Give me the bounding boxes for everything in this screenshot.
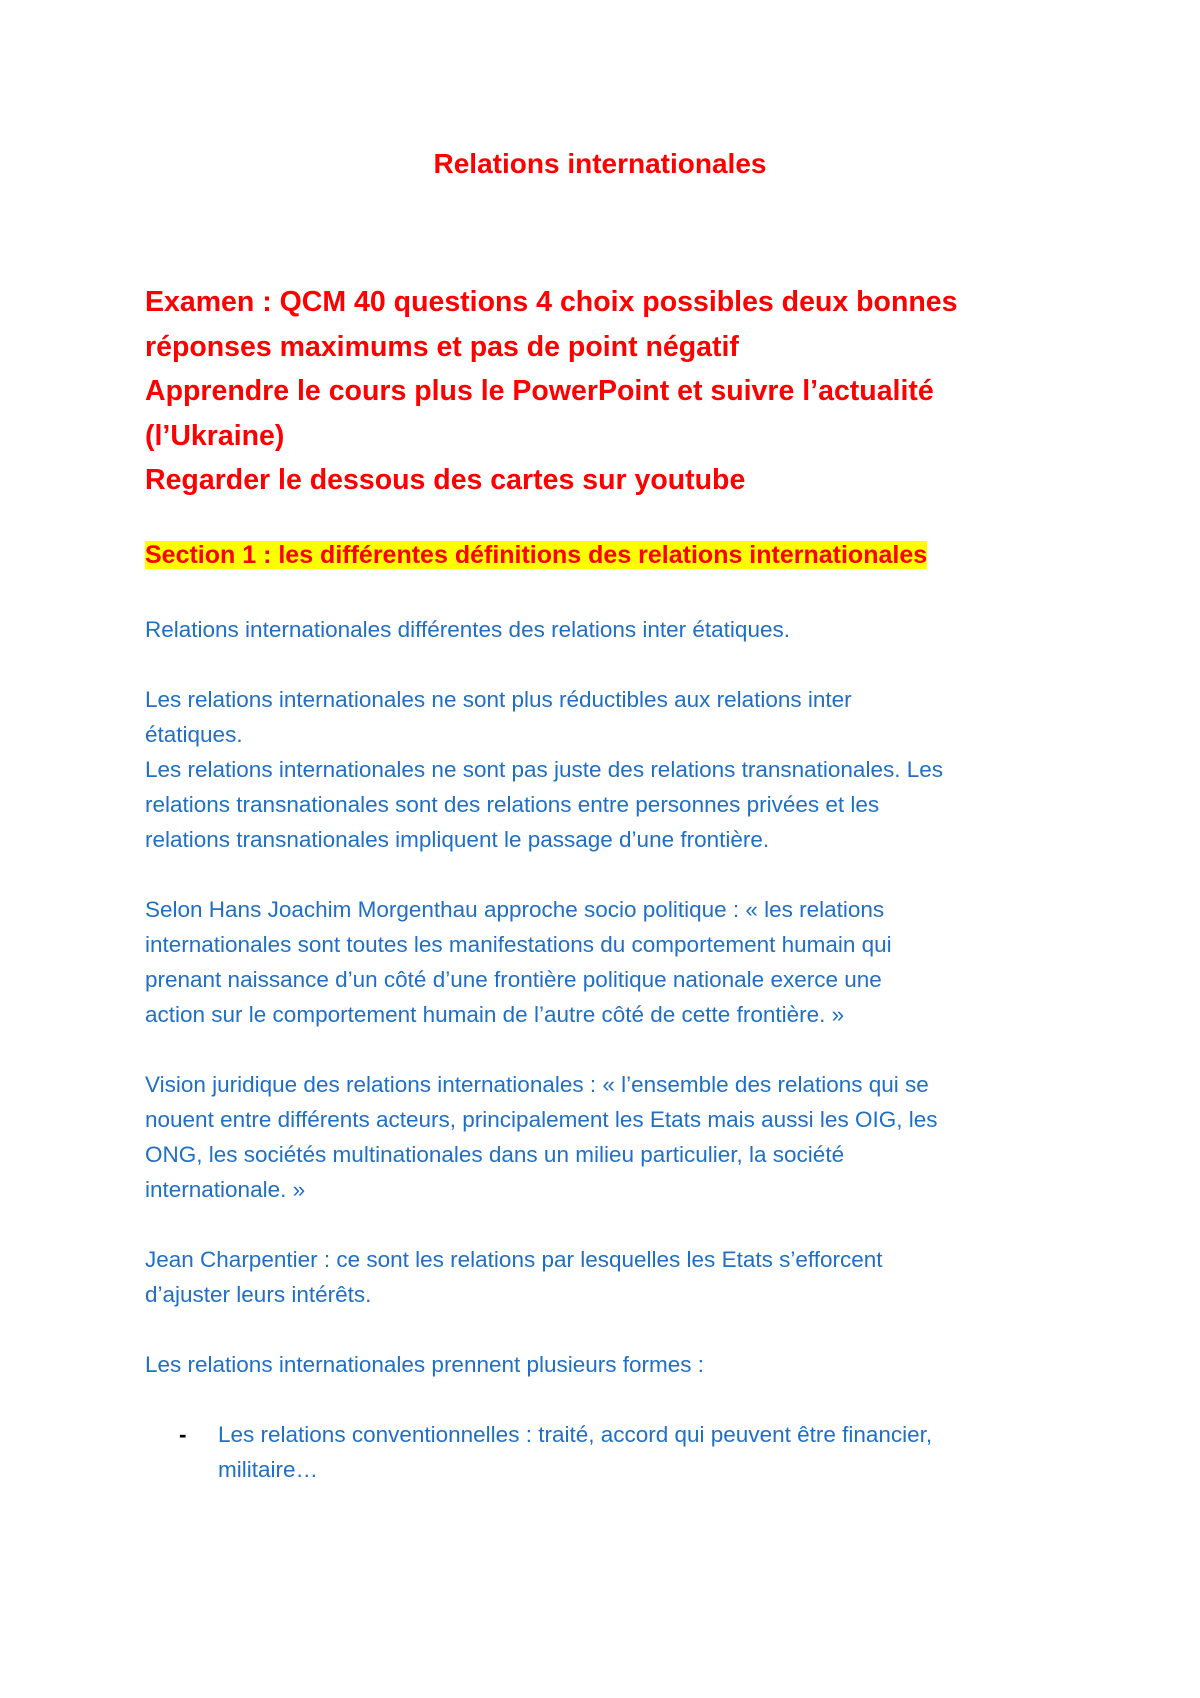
body-text [145,612,1075,1487]
paragraph-juridique [145,1067,1075,1207]
text-line: étatiques. [145,722,243,747]
exam-instructions [145,280,1075,503]
section-heading-highlight: Section 1 : les différentes définitions des relations internationales [145,541,928,569]
paragraph-intro [145,612,1075,647]
text-line: Les relations internationales ne sont plus réductibles aux relations inter [145,687,852,712]
document-title: Relations internationales [433,148,767,179]
text-line: relations transnationales sont des relations entre personnes privées et les [145,792,880,817]
text-line: prenant naissance d’un côté d’une frontière politique nationale exerce une [145,967,882,992]
paragraph-formes [145,1347,1075,1382]
exam-line: réponses maximums et pas de point négatif [145,330,739,363]
text-line: ONG, les sociétés multinationales dans un milieu particulier, la société [145,1142,845,1167]
exam-line: Regarder le dessous des cartes sur youtube [145,464,746,496]
text-line: Vision juridique des relations internationales : « l’ensemble des relations qui se [145,1072,929,1097]
exam-line: Examen : QCM 40 questions 4 choix possibles deux bonnes [145,286,958,318]
text-line: Les relations internationales prennent plusieurs formes : [145,1352,705,1377]
text-line: action sur le comportement humain de l’autre côté de cette frontière. » [145,1002,845,1027]
text-line: militaire… [218,1457,319,1482]
text-line: Les relations conventionnelles : traité, accord qui peuvent être financier, [218,1422,933,1447]
text-line: d’ajuster leurs intérêts. [145,1282,372,1307]
text-line: relations transnationales impliquent le passage d’une frontière. [145,827,770,852]
exam-line: (l’Ukraine) [145,419,285,452]
text-line: Relations internationales différentes des relations inter étatiques. [145,617,790,642]
text-line: Selon Hans Joachim Morgenthau approche socio politique : « les relations [145,897,885,922]
text-line: internationale. » [145,1177,306,1202]
text-line: Jean Charpentier : ce sont les relations par lesquelles les Etats s’efforcent [145,1247,883,1272]
text-line: Les relations internationales ne sont pas juste des relations transnationales. Les [145,757,943,782]
text-line: nouent entre différents acteurs, principalement les Etats mais aussi les OIG, les [145,1107,938,1132]
paragraph-charpentier [145,1242,1075,1312]
section-heading [145,537,927,573]
bullet-item [145,1417,1075,1487]
paragraph-transnational [145,682,1075,857]
exam-line: Apprendre le cours plus le PowerPoint et suivre l’actualité [145,375,934,407]
bullet-dash: - [179,1422,187,1447]
text-line: internationales sont toutes les manifestations du comportement humain qui [145,932,892,957]
paragraph-morgenthau [145,892,1075,1032]
